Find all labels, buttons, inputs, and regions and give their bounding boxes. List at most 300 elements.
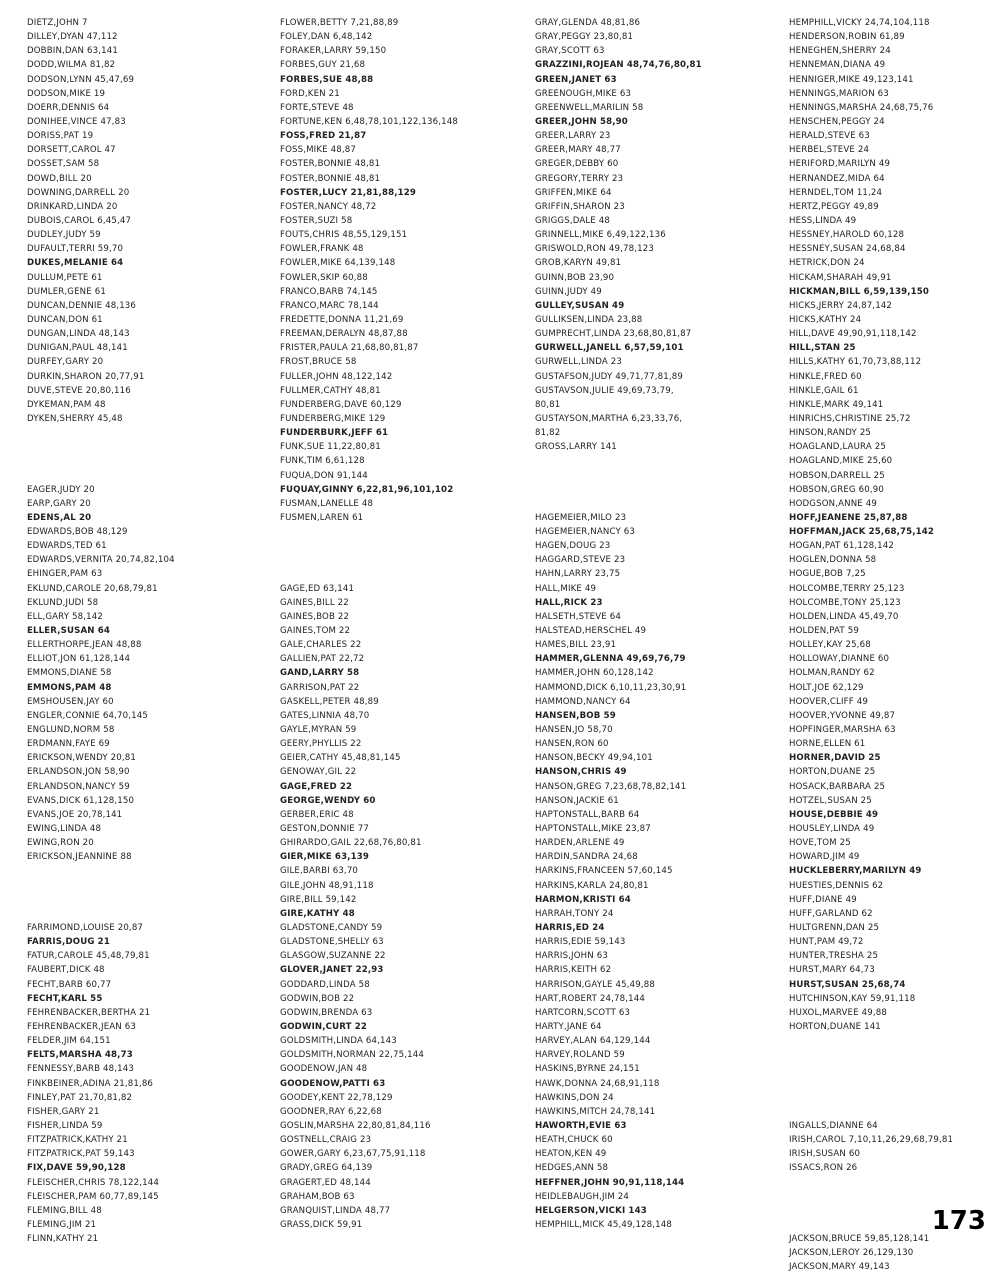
index-entry: HALSTEAD,HERSCHEL 49 [535, 626, 647, 637]
index-entry: DUDLEY,JUDY 59 [27, 230, 101, 241]
index-entry: FORBES,GUY 21,68 [280, 60, 366, 71]
index-entry: GURWELL,LINDA 23 [535, 357, 622, 368]
index-entry: HOLDEN,PAT 59 [789, 626, 859, 637]
section-gap [535, 497, 775, 511]
index-entry: GROSS,LARRY 141 [535, 442, 617, 453]
index-entry: HOAGLAND,MIKE 25,60 [789, 456, 893, 467]
index-entry: HESS,LINDA 49 [789, 215, 857, 226]
index-entry: HARRISON,GAYLE 45,49,88 [535, 979, 655, 990]
index-entry: FEHRENBACKER,JEAN 63 [27, 1021, 136, 1032]
index-entry: EDWARDS,VERNITA 20,74,82,104 [27, 555, 175, 566]
index-entry: DUNCAN,DENNIE 48,136 [27, 300, 137, 311]
index-entry: HALL,RICK 23 [535, 597, 603, 608]
index-entry: DODSON,MIKE 19 [27, 88, 106, 99]
index-entry: FITZPATRICK,PAT 59,143 [27, 1149, 135, 1160]
index-entry: HOAGLAND,LAURA 25 [789, 442, 886, 453]
index-column-3 [535, 16, 775, 1232]
section-gap [280, 567, 520, 581]
index-entry: FLOWER,BETTY 7,21,88,89 [280, 18, 399, 28]
index-entry: HARDEN,ARLENE 49 [535, 838, 625, 849]
index-entry: EVANS,JOE 20,78,141 [27, 809, 123, 820]
index-entry: GOWER,GARY 6,23,67,75,91,118 [280, 1149, 426, 1160]
index-entry: GRASS,DICK 59,91 [280, 1219, 363, 1230]
index-entry: HAMMER,GLENNA 49,69,76,79 [535, 654, 686, 665]
index-entry: ERICKSON,JEANNINE 88 [27, 852, 132, 863]
index-entry: HAMMER,JOHN 60,128,142 [535, 668, 654, 679]
index-entry: EHINGER,PAM 63 [27, 569, 103, 580]
section-gap [789, 1048, 994, 1062]
index-entry: HENEGHEN,SHERRY 24 [789, 46, 891, 57]
index-entry: GAGE,FRED 22 [280, 781, 353, 792]
index-entry: FISHER,LINDA 59 [27, 1120, 103, 1131]
index-entry: HARTCORN,SCOTT 63 [535, 1007, 631, 1018]
index-entry: HUESTIES,DENNIS 62 [789, 880, 884, 891]
index-entry: GODWIN,BOB 22 [280, 993, 355, 1004]
index-entry: FUNDERBURK,JEFF 61 [280, 428, 389, 439]
index-entry: FUNDERBERG,DAVE 60,129 [280, 399, 402, 410]
index-entry: HILLS,KATHY 61,70,73,88,112 [789, 357, 922, 368]
index-entry: FORD,KEN 21 [280, 88, 340, 99]
index-entry: HAGEN,DOUG 23 [535, 541, 611, 552]
index-entry: ENGLUND,NORM 58 [27, 725, 115, 736]
index-entry: GRIFFIN,SHARON 23 [535, 201, 625, 212]
index-entry: FOSTER,SUZI 58 [280, 215, 353, 226]
index-entry: FELTS,MARSHA 48,73 [27, 1050, 133, 1061]
section-gap [27, 454, 267, 468]
index-entry: FULLMER,CATHY 48,81 [280, 385, 381, 396]
index-entry: DOBBIN,DAN 63,141 [27, 46, 118, 57]
index-entry: HOLCOMBE,TONY 25,123 [789, 597, 901, 608]
index-entry: HARKINS,FRANCEEN 57,60,145 [535, 866, 673, 877]
index-entry: HASKINS,BYRNE 24,151 [535, 1064, 640, 1075]
index-entry: HAMMOND,NANCY 64 [535, 696, 631, 707]
index-entry: IRISH,SUSAN 60 [789, 1149, 861, 1160]
index-entry: GREENWELL,MARILIN 58 [535, 102, 644, 113]
index-entry: HOBSON,DARRELL 25 [789, 470, 885, 481]
index-entry: FINKBEINER,ADINA 21,81,86 [27, 1078, 154, 1089]
index-entry: FORAKER,LARRY 59,150 [280, 46, 387, 57]
index-entry: GUMPRECHT,LINDA 23,68,80,81,87 [535, 329, 692, 340]
index-entry: HINSON,RANDY 25 [789, 428, 872, 439]
index-entry: JACKSON,LEROY 26,129,130 [789, 1248, 914, 1259]
index-entry: HALL,MIKE 49 [535, 583, 597, 594]
index-entry: FUQUA,DON 91,144 [280, 470, 368, 481]
index-entry: FOSTER,BONNIE 48,81 [280, 173, 381, 184]
index-entry: HUXOL,MARVEE 49,88 [789, 1007, 887, 1018]
index-entry: EAGER,JUDY 20 [27, 484, 95, 495]
index-entry: HUNT,PAM 49,72 [789, 937, 864, 948]
index-entry: HINRICHS,CHRISTINE 25,72 [789, 413, 911, 424]
index-entry: HENNIGER,MIKE 49,123,141 [789, 74, 914, 85]
index-column-2 [280, 16, 520, 1232]
index-entry: ENGLER,CONNIE 64,70,145 [27, 710, 148, 721]
index-entry: HOOVER,YVONNE 49,87 [789, 710, 896, 721]
index-entry: GODWIN,BRENDA 63 [280, 1007, 373, 1018]
index-entry: EMSHOUSEN,JAY 60 [27, 696, 114, 707]
section-gap [27, 440, 267, 454]
index-entry: GRAY,PEGGY 23,80,81 [535, 32, 634, 43]
index-entry: HAGEMEIER,MILO 23 [535, 512, 627, 523]
index-entry: GRIGGS,DALE 48 [535, 215, 610, 226]
index-entry: EARP,GARY 20 [27, 498, 91, 509]
index-entry: FRANCO,BARB 74,145 [280, 286, 378, 297]
index-entry: HINKLE,GAIL 61 [789, 385, 859, 396]
index-entry: GRANQUIST,LINDA 48,77 [280, 1205, 391, 1216]
index-entry: INGALLS,DIANNE 64 [789, 1120, 878, 1131]
index-entry: DUMLER,GENE 61 [27, 286, 106, 297]
index-entry: ELLIOT,JON 61,128,144 [27, 654, 131, 665]
index-entry: DYKEMAN,PAM 48 [27, 399, 106, 410]
index-entry: HAPTONSTALL,BARB 64 [535, 809, 640, 820]
index-entry: HERTZ,PEGGY 49,89 [789, 201, 879, 212]
index-entry: GASKELL,PETER 48,89 [280, 696, 379, 707]
index-entry: ELL,GARY 58,142 [27, 611, 103, 622]
index-entry: GILE,BARBI 63,70 [280, 866, 359, 877]
index-entry: HILL,STAN 25 [789, 343, 856, 354]
index-entry: HUNTER,TRESHA 25 [789, 951, 879, 962]
section-gap [27, 469, 267, 483]
section-gap [789, 1190, 994, 1204]
index-entry: FARRIMOND,LOUISE 20,87 [27, 923, 144, 933]
index-entry: GATES,LINNIA 48,70 [280, 710, 370, 721]
index-entry: GAINES,BILL 22 [280, 597, 349, 608]
index-entry: FORTUNE,KEN 6,48,78,101,122,136,148 [280, 116, 458, 127]
index-entry: GREEN,JANET 63 [535, 74, 617, 85]
index-entry: FORTE,STEVE 48 [280, 102, 354, 113]
index-entry: HESSNEY,HAROLD 60,128 [789, 230, 905, 241]
index-entry: GALE,CHARLES 22 [280, 640, 362, 651]
index-entry: GALLIEN,PAT 22,72 [280, 654, 365, 665]
index-entry: HUTCHINSON,KAY 59,91,118 [789, 993, 916, 1004]
index-entry: FLEISCHER,PAM 60,77,89,145 [27, 1191, 159, 1202]
section-gap [789, 1077, 994, 1091]
index-entry: HEIDLEBAUGH,JIM 24 [535, 1191, 630, 1202]
index-entry: GAND,LARRY 58 [280, 668, 360, 679]
index-entry: DOWD,BILL 20 [27, 173, 92, 184]
index-entry: EVANS,DICK 61,128,150 [27, 795, 135, 806]
index-entry: DURKIN,SHARON 20,77,91 [27, 371, 145, 382]
index-entry: HURST,SUSAN 25,68,74 [789, 979, 906, 990]
index-entry: GESTON,DONNIE 77 [280, 824, 369, 835]
index-entry: GAINES,BOB 22 [280, 611, 350, 622]
index-entry: FINLEY,PAT 21,70,81,82 [27, 1092, 133, 1103]
index-entry: FOWLER,MIKE 64,139,148 [280, 258, 396, 269]
section-gap [789, 1176, 994, 1190]
index-entry: HUFF,GARLAND 62 [789, 908, 873, 919]
index-entry: FLINN,KATHY 21 [27, 1234, 99, 1245]
index-entry: HOWARD,JIM 49 [789, 852, 860, 863]
section-gap [280, 553, 520, 567]
index-entry: HAWKINS,DON 24 [535, 1092, 614, 1103]
index-entry: HENNEMAN,DIANA 49 [789, 60, 886, 71]
index-entry: DORSETT,CAROL 47 [27, 145, 116, 156]
index-entry: FREEMAN,DERALYN 48,87,88 [280, 329, 408, 340]
index-entry: GIRE,BILL 59,142 [280, 894, 357, 905]
page-number: 173 [931, 1206, 986, 1236]
section-gap [27, 893, 267, 907]
index-entry: HILL,DAVE 49,90,91,118,142 [789, 329, 917, 340]
index-entry: GULLIKSEN,LINDA 23,88 [535, 314, 643, 325]
index-entry: DOSSET,SAM 58 [27, 159, 100, 170]
section-gap [27, 879, 267, 893]
index-entry: HANSEN,JO 58,70 [535, 725, 613, 736]
section-gap [789, 1091, 994, 1105]
index-entry: FOSTER,LUCY 21,81,88,129 [280, 187, 417, 198]
section-gap [27, 426, 267, 440]
index-entry: HODGSON,ANNE 49 [789, 498, 877, 509]
index-entry: HERBEL,STEVE 24 [789, 145, 870, 156]
index-entry: EDENS,AL 20 [27, 512, 92, 523]
index-entry: GLADSTONE,CANDY 59 [280, 923, 383, 933]
index-entry: GUSTAFSON,JUDY 49,71,77,81,89 [535, 371, 683, 382]
index-entry: EDWARDS,BOB 48,129 [27, 527, 128, 538]
index-entry: ELLER,SUSAN 64 [27, 626, 110, 637]
index-entry: FOUTS,CHRIS 48,55,129,151 [280, 230, 408, 241]
index-entry: DILLEY,DYAN 47,112 [27, 32, 118, 43]
index-entry: GERBER,ERIC 48 [280, 809, 354, 820]
index-entry: GRAGERT,ED 48,144 [280, 1177, 371, 1188]
index-entry: GRAZZINI,ROJEAN 48,74,76,80,81 [535, 60, 702, 71]
index-entry: GURWELL,JANELL 6,57,59,101 [535, 343, 684, 354]
index-entry: HERNDEL,TOM 11,24 [789, 187, 883, 198]
index-entry: GOLDSMITH,LINDA 64,143 [280, 1036, 397, 1047]
index-entry: FOSTER,BONNIE 48,81 [280, 159, 381, 170]
index-entry: FUSMEN,LAREN 61 [280, 512, 364, 523]
index-entry: GUINN,JUDY 49 [535, 286, 602, 297]
section-gap [280, 539, 520, 553]
index-entry: DODSON,LYNN 45,47,69 [27, 74, 135, 85]
index-entry: HEFFNER,JOHN 90,91,118,144 [535, 1177, 685, 1188]
index-entry: HORNER,DAVID 25 [789, 753, 881, 764]
index-entry: HOLDEN,LINDA 45,49,70 [789, 611, 899, 622]
index-entry: GOSTNELL,CRAIG 23 [280, 1135, 372, 1146]
index-entry: HARRIS,JOHN 63 [535, 951, 608, 962]
index-entry: DURFEY,GARY 20 [27, 357, 104, 368]
index-entry: ERDMANN,FAYE 69 [27, 739, 110, 750]
index-entry: JACKSON,BRUCE 59,85,128,141 [789, 1234, 930, 1245]
index-entry: HOLLEY,KAY 25,68 [789, 640, 871, 651]
index-entry: GOODNER,RAY 6,22,68 [280, 1106, 382, 1117]
index-entry: HULTGRENN,DAN 25 [789, 923, 880, 933]
index-entry: HOUSLEY,LINDA 49 [789, 824, 875, 835]
index-entry: FREDETTE,DONNA 11,21,69 [280, 314, 404, 325]
index-entry: DOERR,DENNIS 64 [27, 102, 110, 113]
index-entry: HICKAM,SHARAH 49,91 [789, 272, 892, 283]
index-entry: DONIHEE,VINCE 47,83 [27, 116, 126, 127]
index-entry: 81,82 [535, 428, 561, 439]
index-entry: HAHN,LARRY 23,75 [535, 569, 621, 580]
section-gap [535, 454, 775, 468]
index-entry: FOLEY,DAN 6,48,142 [280, 32, 373, 43]
index-entry: HOFFMAN,JACK 25,68,75,142 [789, 527, 935, 538]
index-entry: GARRISON,PAT 22 [280, 682, 360, 693]
index-entry: HANSON,CHRIS 49 [535, 767, 627, 778]
index-entry: FECHT,KARL 55 [27, 993, 103, 1004]
index-entry: GRIFFEN,MIKE 64 [535, 187, 612, 198]
index-entry: FUNDERBERG,MIKE 129 [280, 413, 386, 424]
index-entry: HARKINS,KARLA 24,80,81 [535, 880, 649, 891]
index-entry: DIETZ,JOHN 7 [27, 18, 88, 28]
index-entry: GUINN,BOB 23,90 [535, 272, 615, 283]
index-entry: HARMON,KRISTI 64 [535, 894, 631, 905]
index-entry: GEORGE,WENDY 60 [280, 795, 376, 806]
index-entry: GREENOUGH,MIKE 63 [535, 88, 632, 99]
index-entry: HOFF,JEANENE 25,87,88 [789, 512, 908, 523]
index-entry: GLASGOW,SUZANNE 22 [280, 951, 386, 962]
index-entry: FLEMING,JIM 21 [27, 1219, 97, 1230]
index-entry: FECHT,BARB 60,77 [27, 979, 112, 990]
index-column-4 [789, 16, 994, 1275]
index-entry: GRAY,GLENDA 48,81,86 [535, 18, 641, 28]
index-entry: FOSS,FRED 21,87 [280, 131, 367, 142]
index-entry: HOGUE,BOB 7,25 [789, 569, 866, 580]
index-entry: ERICKSON,WENDY 20,81 [27, 753, 137, 764]
index-entry: GHIRARDO,GAIL 22,68,76,80,81 [280, 838, 422, 849]
index-entry: DOWNING,DARRELL 20 [27, 187, 130, 198]
index-entry: GAYLE,MYRAN 59 [280, 725, 357, 736]
index-entry: GAGE,ED 63,141 [280, 583, 355, 594]
index-entry: GRAHAM,BOB 63 [280, 1191, 355, 1202]
section-gap [27, 864, 267, 878]
index-entry: DUKES,MELANIE 64 [27, 258, 124, 269]
index-entry: FLEMING,BILL 48 [27, 1205, 102, 1216]
section-gap [535, 469, 775, 483]
index-entry: EDWARDS,TED 61 [27, 541, 107, 552]
index-entry: HAWORTH,EVIE 63 [535, 1120, 627, 1131]
index-entry: DUFAULT,TERRI 59,70 [27, 244, 124, 255]
index-entry: DUNIGAN,PAUL 48,141 [27, 343, 128, 354]
index-entry: HETRICK,DON 24 [789, 258, 865, 269]
index-entry: 80,81 [535, 399, 561, 410]
index-entry: EWING,RON 20 [27, 838, 94, 849]
index-entry: FUQUAY,GINNY 6,22,81,96,101,102 [280, 484, 454, 495]
index-entry: FLEISCHER,CHRIS 78,122,144 [27, 1177, 160, 1188]
index-entry: FENNESSY,BARB 48,143 [27, 1064, 134, 1075]
index-entry: HUFF,DIANE 49 [789, 894, 857, 905]
index-entry: FOWLER,FRANK 48 [280, 244, 364, 255]
index-entry: GOODENOW,PATTI 63 [280, 1078, 386, 1089]
index-entry: EKLUND,JUDI 58 [27, 597, 99, 608]
index-entry: HARRAH,TONY 24 [535, 908, 614, 919]
section-gap [789, 1105, 994, 1119]
index-entry: FATUR,CAROLE 45,48,79,81 [27, 951, 150, 962]
index-entry: EKLUND,CAROLE 20,68,79,81 [27, 583, 158, 594]
index-entry: FOSS,MIKE 48,87 [280, 145, 356, 156]
index-entry: GEERY,PHYLLIS 22 [280, 739, 362, 750]
index-entry: HICKS,KATHY 24 [789, 314, 862, 325]
index-entry: HORTON,DUANE 141 [789, 1021, 881, 1032]
index-entry: GREER,JOHN 58,90 [535, 116, 628, 127]
index-entry: GULLEY,SUSAN 49 [535, 300, 625, 311]
index-entry: FUNK,TIM 6,61,128 [280, 456, 365, 467]
index-entry: HOVE,TOM 25 [789, 838, 851, 849]
index-entry: GUSTAYSON,MARTHA 6,23,33,76, [535, 413, 683, 424]
index-entry: DRINKARD,LINDA 20 [27, 201, 118, 212]
index-entry: HARRIS,EDIE 59,143 [535, 937, 626, 948]
index-entry: FIX,DAVE 59,90,128 [27, 1163, 126, 1174]
index-entry: HANSON,GREG 7,23,68,78,82,141 [535, 781, 687, 792]
index-entry: HEATH,CHUCK 60 [535, 1135, 613, 1146]
index-entry: DUNGAN,LINDA 48,143 [27, 329, 130, 340]
index-entry: GRADY,GREG 64,139 [280, 1163, 373, 1174]
index-entry: IRISH,CAROL 7,10,11,26,29,68,79,81 [789, 1135, 954, 1146]
index-entry: GODWIN,CURT 22 [280, 1021, 368, 1032]
index-entry: HANSON,JACKIE 61 [535, 795, 619, 806]
index-entry: DUBOIS,CAROL 6,45,47 [27, 215, 132, 226]
index-entry: DYKEN,SHERRY 45,48 [27, 413, 123, 424]
index-entry: FOWLER,SKIP 60,88 [280, 272, 368, 283]
index-entry: HOOVER,CLIFF 49 [789, 696, 868, 707]
index-entry: FISHER,GARY 21 [27, 1106, 100, 1117]
index-entry: FELDER,JIM 64,151 [27, 1036, 111, 1047]
index-entry: HICKS,JERRY 24,87,142 [789, 300, 893, 311]
index-entry: GRINNELL,MIKE 6,49,122,136 [535, 230, 666, 241]
index-entry: DODD,WILMA 81,82 [27, 60, 116, 71]
index-entry: HEDGES,ANN 58 [535, 1163, 609, 1174]
index-entry: GILE,JOHN 48,91,118 [280, 880, 374, 891]
index-entry: GAINES,TOM 22 [280, 626, 351, 637]
index-entry: HAMMOND,DICK 6,10,11,23,30,91 [535, 682, 687, 693]
index-entry: HAMES,BILL 23,91 [535, 640, 617, 651]
section-gap [280, 525, 520, 539]
index-entry: FUNK,SUE 11,22,80,81 [280, 442, 381, 453]
index-entry: HESSNEY,SUSAN 24,68,84 [789, 244, 906, 255]
index-entry: EMMONS,DIANE 58 [27, 668, 112, 679]
index-entry: HOGAN,PAT 61,128,142 [789, 541, 894, 552]
index-entry: GOLDSMITH,NORMAN 22,75,144 [280, 1050, 424, 1061]
index-entry: ELLERTHORPE,JEAN 48,88 [27, 640, 142, 651]
index-entry: GOODENOW,JAN 48 [280, 1064, 368, 1075]
index-entry: GUSTAVSON,JULIE 49,69,73,79, [535, 385, 674, 396]
index-entry: FEHRENBACKER,BERTHA 21 [27, 1007, 151, 1018]
section-gap [27, 907, 267, 921]
index-entry: GREER,LARRY 23 [535, 131, 611, 142]
index-entry: HEMPHILL,VICKY 24,74,104,118 [789, 18, 930, 28]
index-entry: HICKMAN,BILL 6,59,139,150 [789, 286, 930, 297]
index-entry: HOBSON,GREG 60,90 [789, 484, 884, 495]
index-entry: HENSCHEN,PEGGY 24 [789, 116, 885, 127]
index-entry: HOLCOMBE,TERRY 25,123 [789, 583, 905, 594]
index-entry: HANSEN,RON 60 [535, 739, 609, 750]
index-entry: HARRIS,KEITH 62 [535, 965, 612, 976]
index-entry: DUNCAN,DON 61 [27, 314, 103, 325]
index-entry: HANSEN,BOB 59 [535, 710, 616, 721]
index-entry: HAWK,DONNA 24,68,91,118 [535, 1078, 660, 1089]
index-entry: GROB,KARYN 49,81 [535, 258, 622, 269]
index-entry: HEATON,KEN 49 [535, 1149, 607, 1160]
index-entry: GREGORY,TERRY 23 [535, 173, 624, 184]
index-entry: FROST,BRUCE 58 [280, 357, 357, 368]
index-entry: FOSTER,NANCY 48,72 [280, 201, 377, 212]
index-entry: ERLANDSON,JON 58,90 [27, 767, 130, 778]
index-entry: ISSACS,RON 26 [789, 1163, 858, 1174]
index-entry: GEIER,CATHY 45,48,81,145 [280, 753, 401, 764]
index-entry: FORBES,SUE 48,88 [280, 74, 374, 85]
index-entry: GRISWOLD,RON 49,78,123 [535, 244, 654, 255]
index-entry: HARDIN,SANDRA 24,68 [535, 852, 638, 863]
index-entry: GREGER,DEBBY 60 [535, 159, 619, 170]
index-entry: HARTY,JANE 64 [535, 1021, 602, 1032]
index-entry: HINKLE,MARK 49,141 [789, 399, 884, 410]
index-entry: GIRE,KATHY 48 [280, 908, 355, 919]
index-entry: DULLUM,PETE 61 [27, 272, 103, 283]
index-entry: FUSMAN,LANELLE 48 [280, 498, 374, 509]
index-entry: GENOWAY,GIL 22 [280, 767, 357, 778]
index-entry: HOUSE,DEBBIE 49 [789, 809, 879, 820]
index-entry: HAGEMEIER,NANCY 63 [535, 527, 635, 538]
index-entry: EMMONS,PAM 48 [27, 682, 112, 693]
index-entry: HART,ROBERT 24,78,144 [535, 993, 645, 1004]
